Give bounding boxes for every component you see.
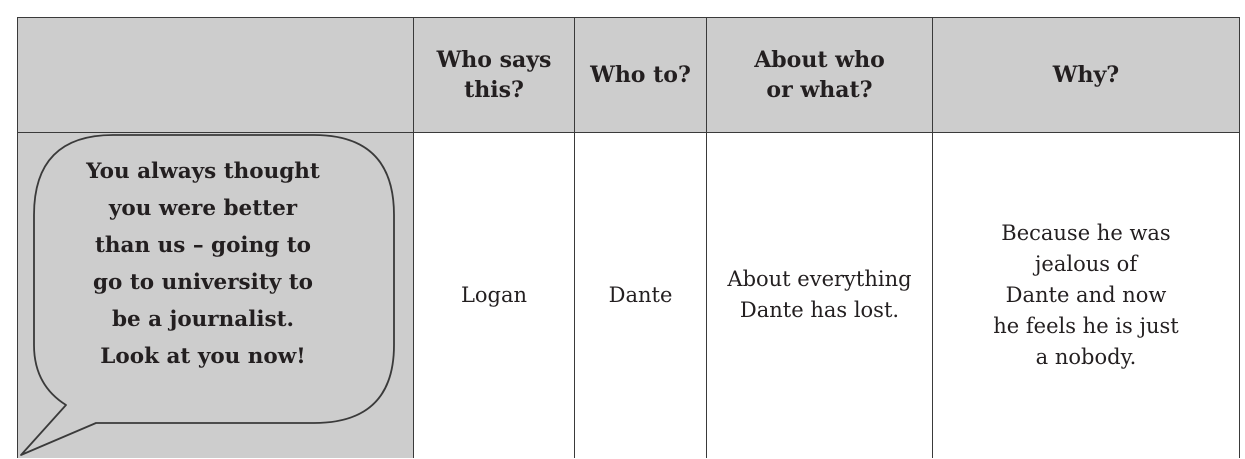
header-who-says-line: Who says xyxy=(436,47,552,73)
quote-line: You always thought xyxy=(86,159,320,184)
header-who-says-line: this? xyxy=(464,77,524,103)
answer-why-line: jealous of xyxy=(1034,251,1138,276)
header-about-line: or what? xyxy=(766,77,873,103)
answer-why-line: a nobody. xyxy=(1035,344,1137,369)
answer-why-line: Because he was xyxy=(1001,220,1171,245)
answer-who-says: Logan xyxy=(414,133,575,458)
answer-why xyxy=(933,133,1240,458)
answer-row xyxy=(18,133,1240,458)
header-who-to: Who to? xyxy=(575,18,707,133)
quote-line: go to university to xyxy=(93,270,313,295)
answer-about-line: Dante has lost. xyxy=(739,298,900,323)
header-about xyxy=(707,18,933,133)
answer-about-line: About everything xyxy=(727,267,912,292)
quote-line: be a journalist. xyxy=(111,307,295,332)
answer-who-to: Dante xyxy=(575,133,707,458)
header-row xyxy=(18,18,1240,133)
quote-line: you were better xyxy=(108,196,298,221)
quote-cell xyxy=(18,133,414,458)
quote-text xyxy=(38,153,368,375)
answer-why-line: Dante and now xyxy=(1005,282,1167,307)
header-blank xyxy=(18,18,414,133)
header-who-says xyxy=(414,18,575,133)
quote-line: Look at you now! xyxy=(100,344,306,369)
header-why: Why? xyxy=(933,18,1240,133)
header-about-line: About who xyxy=(754,47,885,73)
quote-line: than us – going to xyxy=(94,233,312,258)
answer-about xyxy=(707,133,933,458)
analysis-table xyxy=(17,17,1240,458)
answer-why-line: he feels he is just xyxy=(993,313,1179,338)
